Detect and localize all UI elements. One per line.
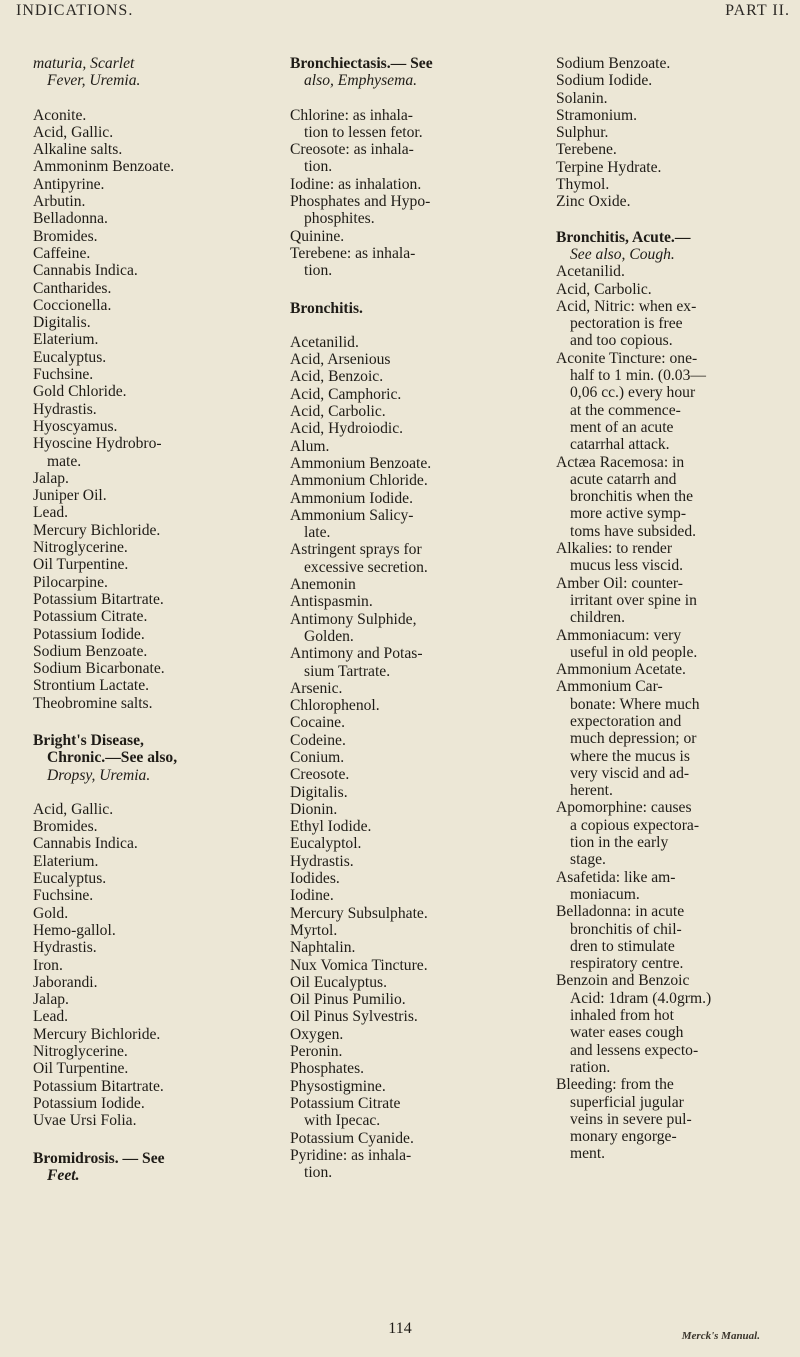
index-entry-line: Nux Vomica Tincture. <box>290 956 428 974</box>
index-entry-line: Nitroglycerine. <box>33 1043 128 1061</box>
index-entry-line: Codeine. <box>290 731 346 749</box>
column-left <box>33 55 279 1184</box>
index-entry-line: Fuchsine. <box>33 887 94 905</box>
index-entry-line: water eases cough <box>570 1024 684 1042</box>
index-entry-line: Potassium Bitartrate. <box>33 590 164 608</box>
index-entry-line: Belladonna. <box>33 210 108 228</box>
index-entry-line: dren to stimulate <box>570 937 675 955</box>
index-entry-line: Ammonium Chloride. <box>290 472 428 490</box>
index-entry-line: Digitalis. <box>290 783 348 801</box>
index-entry-line: Ammonium Iodide. <box>290 489 414 507</box>
index-entry-line: sium Tartrate. <box>304 662 391 680</box>
index-entry-line: Benzoin and Benzoic <box>556 972 690 990</box>
index-entry-line: Mercury Bichloride. <box>33 1025 161 1043</box>
index-entry-line: Actæa Racemosa: in <box>556 453 685 471</box>
index-entry-line: Fuchsine. <box>33 366 94 384</box>
index-entry-line: Physostigmine. <box>290 1077 386 1095</box>
index-entry-line: tion. <box>304 1164 333 1182</box>
index-entry-line: Antipyrine. <box>33 175 105 193</box>
index-entry-line: Potassium Cyanide. <box>290 1129 414 1147</box>
index-entry-line: Eucalyptus. <box>33 348 107 366</box>
index-entry-line: Uvae Ursi Folia. <box>33 1112 137 1130</box>
index-entry-line: Mercury Bichloride. <box>33 521 161 539</box>
index-entry-line: Juniper Oil. <box>33 487 107 505</box>
index-entry-line: Alkaline salts. <box>33 141 123 159</box>
index-entry-line: tion. <box>304 158 333 176</box>
index-entry-line: tion to lessen fetor. <box>304 123 423 141</box>
index-entry-line: Ethyl Iodide. <box>290 818 372 836</box>
index-entry-line: Thymol. <box>556 176 610 194</box>
index-entry-line: Alkalies: to render <box>556 540 673 558</box>
index-entry-line: moniacum. <box>570 885 640 903</box>
index-entry-line: more active symp- <box>570 505 687 523</box>
index-entry-line: a copious expectora- <box>570 816 700 834</box>
index-entry-line: Alum. <box>290 437 330 455</box>
index-entry-line: Iron. <box>33 956 63 974</box>
index-entry-line: Hyoscine Hydrobro- <box>33 435 162 453</box>
index-entry-line: Naphtalin. <box>290 939 356 957</box>
index-entry-line: pectoration is free <box>570 315 683 333</box>
index-entry-line: Bronchitis. <box>290 299 363 317</box>
index-entry-line: Chlorine: as inhala- <box>290 106 413 124</box>
index-entry-line: toms have subsided. <box>570 522 697 540</box>
index-entry-line: Acid, Gallic. <box>33 123 114 141</box>
index-entry-line: Fever, Uremia. <box>47 72 141 90</box>
index-entry-line: tion. <box>304 262 333 280</box>
index-entry-line: Theobromine salts. <box>33 694 153 712</box>
index-entry-line: respiratory centre. <box>570 955 684 973</box>
index-entry-line: Acid, Hydroiodic. <box>290 420 404 438</box>
index-entry-line: useful in old people. <box>570 643 698 661</box>
index-entry-line: Sodium Iodide. <box>556 72 653 90</box>
index-entry-line: mate. <box>47 452 82 470</box>
index-entry-line: very viscid and ad- <box>570 764 690 782</box>
index-entry-line: children. <box>570 609 625 627</box>
index-entry-line: Hemo-gallol. <box>33 921 116 939</box>
index-entry-line: irritant over spine in <box>570 591 697 609</box>
index-entry-line: Potassium Iodide. <box>33 625 145 643</box>
index-entry-line: Iodine. <box>290 887 334 905</box>
running-header-right: PART II. <box>725 2 790 19</box>
index-entry-line: Antispasmin. <box>290 593 373 611</box>
index-entry-line: Potassium Bitartrate. <box>33 1077 164 1095</box>
index-entry-line: and lessens expecto- <box>570 1041 699 1059</box>
index-entry-line: Pyridine: as inhala- <box>290 1146 412 1164</box>
index-entry-line: Potassium Citrate <box>290 1094 401 1112</box>
index-entry-line: Zinc Oxide. <box>556 193 631 211</box>
index-entry-line: Jalap. <box>33 991 69 1009</box>
index-entry-line: Acid, Arsenious <box>290 351 391 369</box>
index-entry-line: Ammonium Benzoate. <box>290 454 432 472</box>
index-entry-line: Cocaine. <box>290 714 345 732</box>
index-entry-line: stage. <box>570 851 606 869</box>
index-entry-line: Antimony Sulphide, <box>290 610 417 628</box>
index-entry-line: Acid, Gallic. <box>33 800 114 818</box>
index-entry-line: Amber Oil: counter- <box>556 574 683 592</box>
index-entry-line: Aconite. <box>33 106 87 124</box>
index-entry-line: Elaterium. <box>33 852 99 870</box>
index-entry-line: with Ipecac. <box>304 1112 381 1130</box>
index-entry-line: Golden. <box>304 627 354 645</box>
index-entry-line: Oil Turpentine. <box>33 556 129 574</box>
index-entry-line: Dropsy, Uremia. <box>47 766 151 784</box>
index-entry-line: Gold Chloride. <box>33 383 127 401</box>
index-entry-line: Sodium Benzoate. <box>556 55 671 72</box>
index-entry-line: Elaterium. <box>33 331 99 349</box>
index-entry-line: ment of an acute <box>570 418 674 436</box>
index-entry-line: Lead. <box>33 504 69 522</box>
index-entry-line: Iodine: as inhalation. <box>290 175 422 193</box>
index-entry-line: Potassium Iodide. <box>33 1094 145 1112</box>
index-entry-line: Coccionella. <box>33 296 112 314</box>
index-entry-line: Ammoniacum: very <box>556 626 682 644</box>
index-entry-line: where the mucus is <box>570 747 690 765</box>
index-entry-line: Jalap. <box>33 469 69 487</box>
index-entry-line: tion in the early <box>570 834 669 852</box>
index-entry-line: Gold. <box>33 904 69 922</box>
index-entry-line: late. <box>304 524 331 542</box>
publisher-mark: Merck's Manual. <box>681 1330 760 1342</box>
index-entry-line: Hydrastis. <box>33 939 97 957</box>
index-entry-line: Iodides. <box>290 870 340 888</box>
index-entry-line: Sulphur. <box>556 124 609 142</box>
index-entry-line: Ammonium Acetate. <box>556 661 686 679</box>
index-entry-line: Bright's Disease, <box>33 731 144 749</box>
index-entry-line: Hyoscyamus. <box>33 417 118 435</box>
column-right <box>556 55 786 1163</box>
index-entry-line: and too copious. <box>570 332 673 350</box>
index-entry-line: acute catarrh and <box>570 470 677 488</box>
index-entry-line: Mercury Subsulphate. <box>290 904 428 922</box>
index-entry-line: Bronchiectasis.— See <box>290 55 433 72</box>
index-entry-line: Ammonium Salicy- <box>290 506 414 524</box>
index-entry-line: bronchitis when the <box>570 488 693 506</box>
index-entry-line: Phosphates. <box>290 1060 365 1078</box>
index-entry-line: ment. <box>570 1145 606 1163</box>
index-entry-line: Caffeine. <box>33 244 91 262</box>
page-number: 114 <box>388 1320 412 1337</box>
index-entry-line: Bleeding: from the <box>556 1076 674 1094</box>
index-entry-line: Acetanilid. <box>290 333 359 351</box>
index-entry-line: Terpine Hydrate. <box>556 158 662 176</box>
index-entry-line: Acid, Carbolic. <box>290 403 386 421</box>
index-entry-line: Digitalis. <box>33 314 91 332</box>
index-entry-line: Eucalyptus. <box>33 870 107 888</box>
index-entry-line: Terebene. <box>556 141 617 159</box>
index-entry-line: Cannabis Indica. <box>33 835 138 853</box>
index-entry-line: Bromidrosis. — See <box>33 1149 165 1167</box>
index-entry-line: Chlorophenol. <box>290 697 380 715</box>
index-entry-line: Creosote: as inhala- <box>290 141 414 159</box>
index-entry-line: phosphites. <box>304 210 375 228</box>
index-entry-line: Apomorphine: causes <box>556 799 692 817</box>
index-entry-line: Antimony and Potas- <box>290 645 423 663</box>
index-entry-line: Arsenic. <box>290 679 343 697</box>
index-entry-line: expectoration and <box>570 712 682 730</box>
index-entry-line: Acid: 1dram (4.0grm.) <box>570 989 712 1007</box>
index-entry-line: Belladonna: in acute <box>556 903 685 921</box>
index-entry-line: Aconite Tincture: one- <box>556 349 698 367</box>
index-entry-line: ration. <box>570 1058 611 1076</box>
index-entry-line: Hydrastis. <box>290 852 354 870</box>
index-entry-line: veins in severe pul- <box>570 1110 692 1128</box>
column-middle <box>290 55 548 1181</box>
index-entry-line: maturia, Scarlet <box>33 55 135 72</box>
index-entry-line: Pilocarpine. <box>33 573 108 591</box>
running-header-left: INDICATIONS. <box>16 2 134 19</box>
index-entry-line: herent. <box>570 782 613 800</box>
index-entry-line: See also, Cough. <box>570 245 675 263</box>
index-entry-line: bronchitis of chil- <box>570 920 682 938</box>
index-entry-line: mucus less viscid. <box>570 557 684 575</box>
index-entry-line: Creosote. <box>290 766 350 784</box>
index-entry-line: excessive secretion. <box>304 558 428 576</box>
index-entry-line: Quinine. <box>290 227 345 245</box>
index-entry-line: Peronin. <box>290 1043 343 1061</box>
index-entry-line: monary engorge- <box>570 1128 677 1146</box>
index-entry-line: Lead. <box>33 1008 69 1026</box>
index-entry-line: Myrtol. <box>290 921 338 939</box>
index-entry-line: Potassium Citrate. <box>33 608 148 626</box>
index-entry-line: 0,06 cc.) every hour <box>570 384 696 402</box>
index-entry-line: Astringent sprays for <box>290 541 422 559</box>
index-entry-line: Feet. <box>47 1166 80 1184</box>
index-entry-line: Oil Pinus Pumilio. <box>290 991 406 1009</box>
index-entry-line: Phosphates and Hypo- <box>290 193 431 211</box>
index-entry-line: Oil Turpentine. <box>33 1060 129 1078</box>
index-entry-line: Conium. <box>290 748 345 766</box>
index-entry-line: Acid, Nitric: when ex- <box>556 297 697 315</box>
index-entry-line: Oil Pinus Sylvestris. <box>290 1008 418 1026</box>
index-entry-line: Arbutin. <box>33 193 86 211</box>
index-entry-line: Bromides. <box>33 818 98 836</box>
index-entry-line: inhaled from hot <box>570 1007 674 1025</box>
index-entry-line: Acid, Benzoic. <box>290 368 384 386</box>
index-entry-line: Asafetida: like am- <box>556 868 676 886</box>
index-entry-line: Cannabis Indica. <box>33 262 138 280</box>
index-entry-line: Sodium Bicarbonate. <box>33 660 165 678</box>
index-entry-line: Stramonium. <box>556 106 637 124</box>
index-entry-line: Eucalyptol. <box>290 835 362 853</box>
index-entry-line: Acetanilid. <box>556 263 625 281</box>
index-entry-line: Anemonin <box>290 576 356 594</box>
index-entry-line: much depression; or <box>570 730 697 748</box>
index-entry-line: Jaborandi. <box>33 973 98 991</box>
index-entry-line: Solanin. <box>556 89 608 107</box>
index-entry-line: Oil Eucalyptus. <box>290 973 388 991</box>
index-entry-line: Dionin. <box>290 800 338 818</box>
index-entry-line: Hydrastis. <box>33 400 97 418</box>
index-entry-line: superficial jugular <box>570 1093 684 1111</box>
index-entry-line: also, Emphysema. <box>304 72 418 90</box>
index-entry-line: Bromides. <box>33 227 98 245</box>
index-entry-line: Bronchitis, Acute.— <box>556 228 691 246</box>
index-entry-line: Strontium Lactate. <box>33 677 150 695</box>
index-entry-line: half to 1 min. (0.03— <box>570 367 706 385</box>
index-entry-line: Oxygen. <box>290 1025 344 1043</box>
index-entry-line: Acid, Camphoric. <box>290 385 402 403</box>
index-entry-line: Cantharides. <box>33 279 112 297</box>
index-entry-line: Terebene: as inhala- <box>290 244 416 262</box>
index-entry-line: Ammoninm Benzoate. <box>33 158 175 176</box>
index-entry-line: Sodium Benzoate. <box>33 642 148 660</box>
index-entry-line: Nitroglycerine. <box>33 539 128 557</box>
index-entry-line: Acid, Carbolic. <box>556 280 652 298</box>
index-entry-line: Ammonium Car- <box>556 678 663 696</box>
index-entry-line: catarrhal attack. <box>570 436 670 454</box>
index-entry-line: at the commence- <box>570 401 681 419</box>
index-entry-line: bonate: Where much <box>570 695 700 713</box>
index-entry-line: Chronic.—See also, <box>47 749 178 767</box>
